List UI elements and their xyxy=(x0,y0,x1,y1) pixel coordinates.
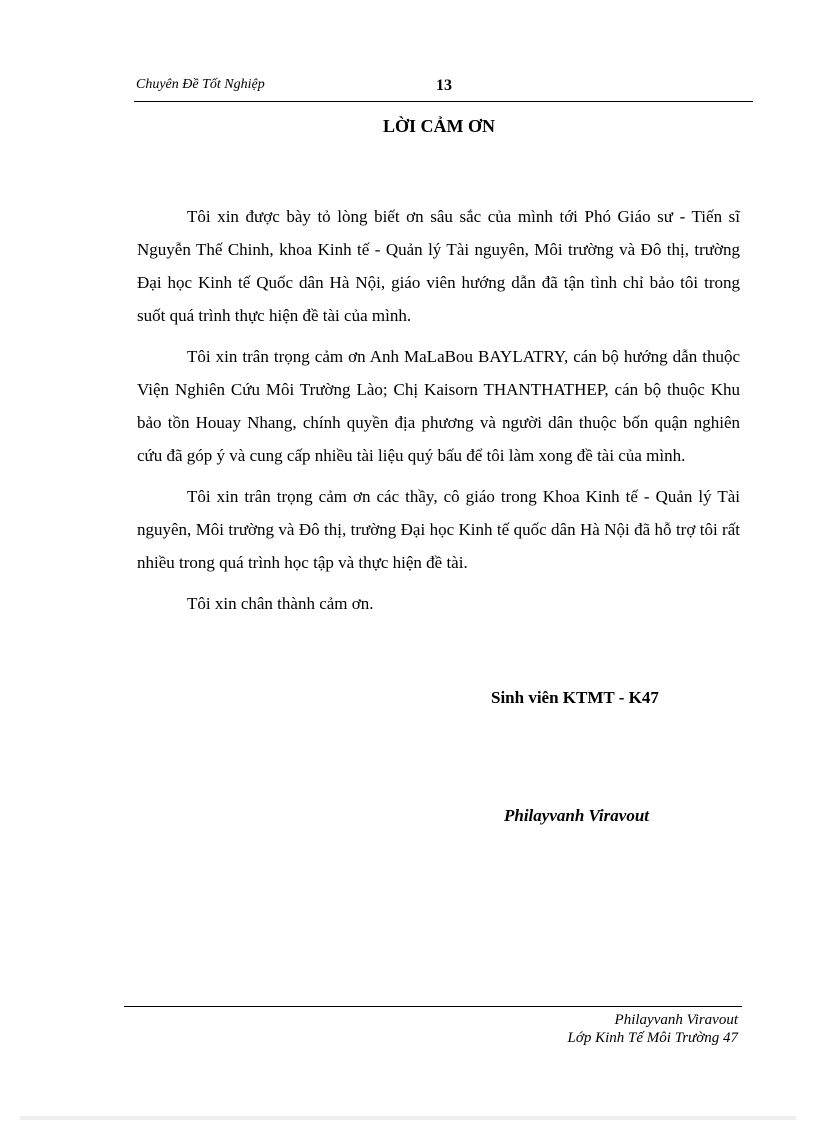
bottom-shade xyxy=(20,1116,796,1120)
body-text xyxy=(137,200,740,628)
paragraph-1: Tôi xin được bày tỏ lòng biết ơn sâu sắc của mình tới Phó Giáo sư - Tiến sĩ Nguyễn Thế Chinh, khoa Kinh tế - Quản lý Tài nguyên, Môi trường và Đô thị, trường Đại học Kinh tế Quốc dân Hà Nội, giáo viên hướng dẫn đã tận tình chỉ bảo tôi trong suốt quá trình thực hiện đề tài của mình. xyxy=(137,207,740,325)
header-label: Chuyên Đề Tốt Nghiệp xyxy=(136,77,265,92)
paragraph-3: Tôi xin trân trọng cảm ơn các thầy, cô giáo trong Khoa Kinh tế - Quản lý Tài nguyên, Môi trường và Đô thị, trường Đại học Kinh tế quốc dân Hà Nội đã hỗ trợ tôi rất nhiều trong quá trình học tập và thực hiện đề tài. xyxy=(137,487,740,572)
signature-role: Sinh viên KTMT - K47 xyxy=(491,688,659,707)
footer-class: Lớp Kinh Tế Môi Trường 47 xyxy=(567,1030,738,1046)
footer-divider xyxy=(124,1006,742,1007)
footer-author: Philayvanh Viravout xyxy=(614,1012,738,1028)
paragraph-2: Tôi xin trân trọng cảm ơn Anh MaLaBou BAYLATRY, cán bộ hướng dẫn thuộc Viện Nghiên Cứu Môi Trường Lào; Chị Kaisorn THANTHATHEP, cán bộ thuộc Khu bảo tồn Houay Nhang, chính quyền địa phương và người dân thuộc bốn quận nghiên cứu đã góp ý và cung cấp nhiều tài liệu quý bấu để tôi làm xong đề tài của mình. xyxy=(137,347,740,465)
header-divider xyxy=(134,101,753,102)
paragraph-4: Tôi xin chân thành cảm ơn. xyxy=(187,594,374,613)
page-number: 13 xyxy=(436,77,452,94)
signature-name: Philayvanh Viravout xyxy=(504,806,649,825)
document-title: LỜI CẢM ƠN xyxy=(383,116,495,136)
